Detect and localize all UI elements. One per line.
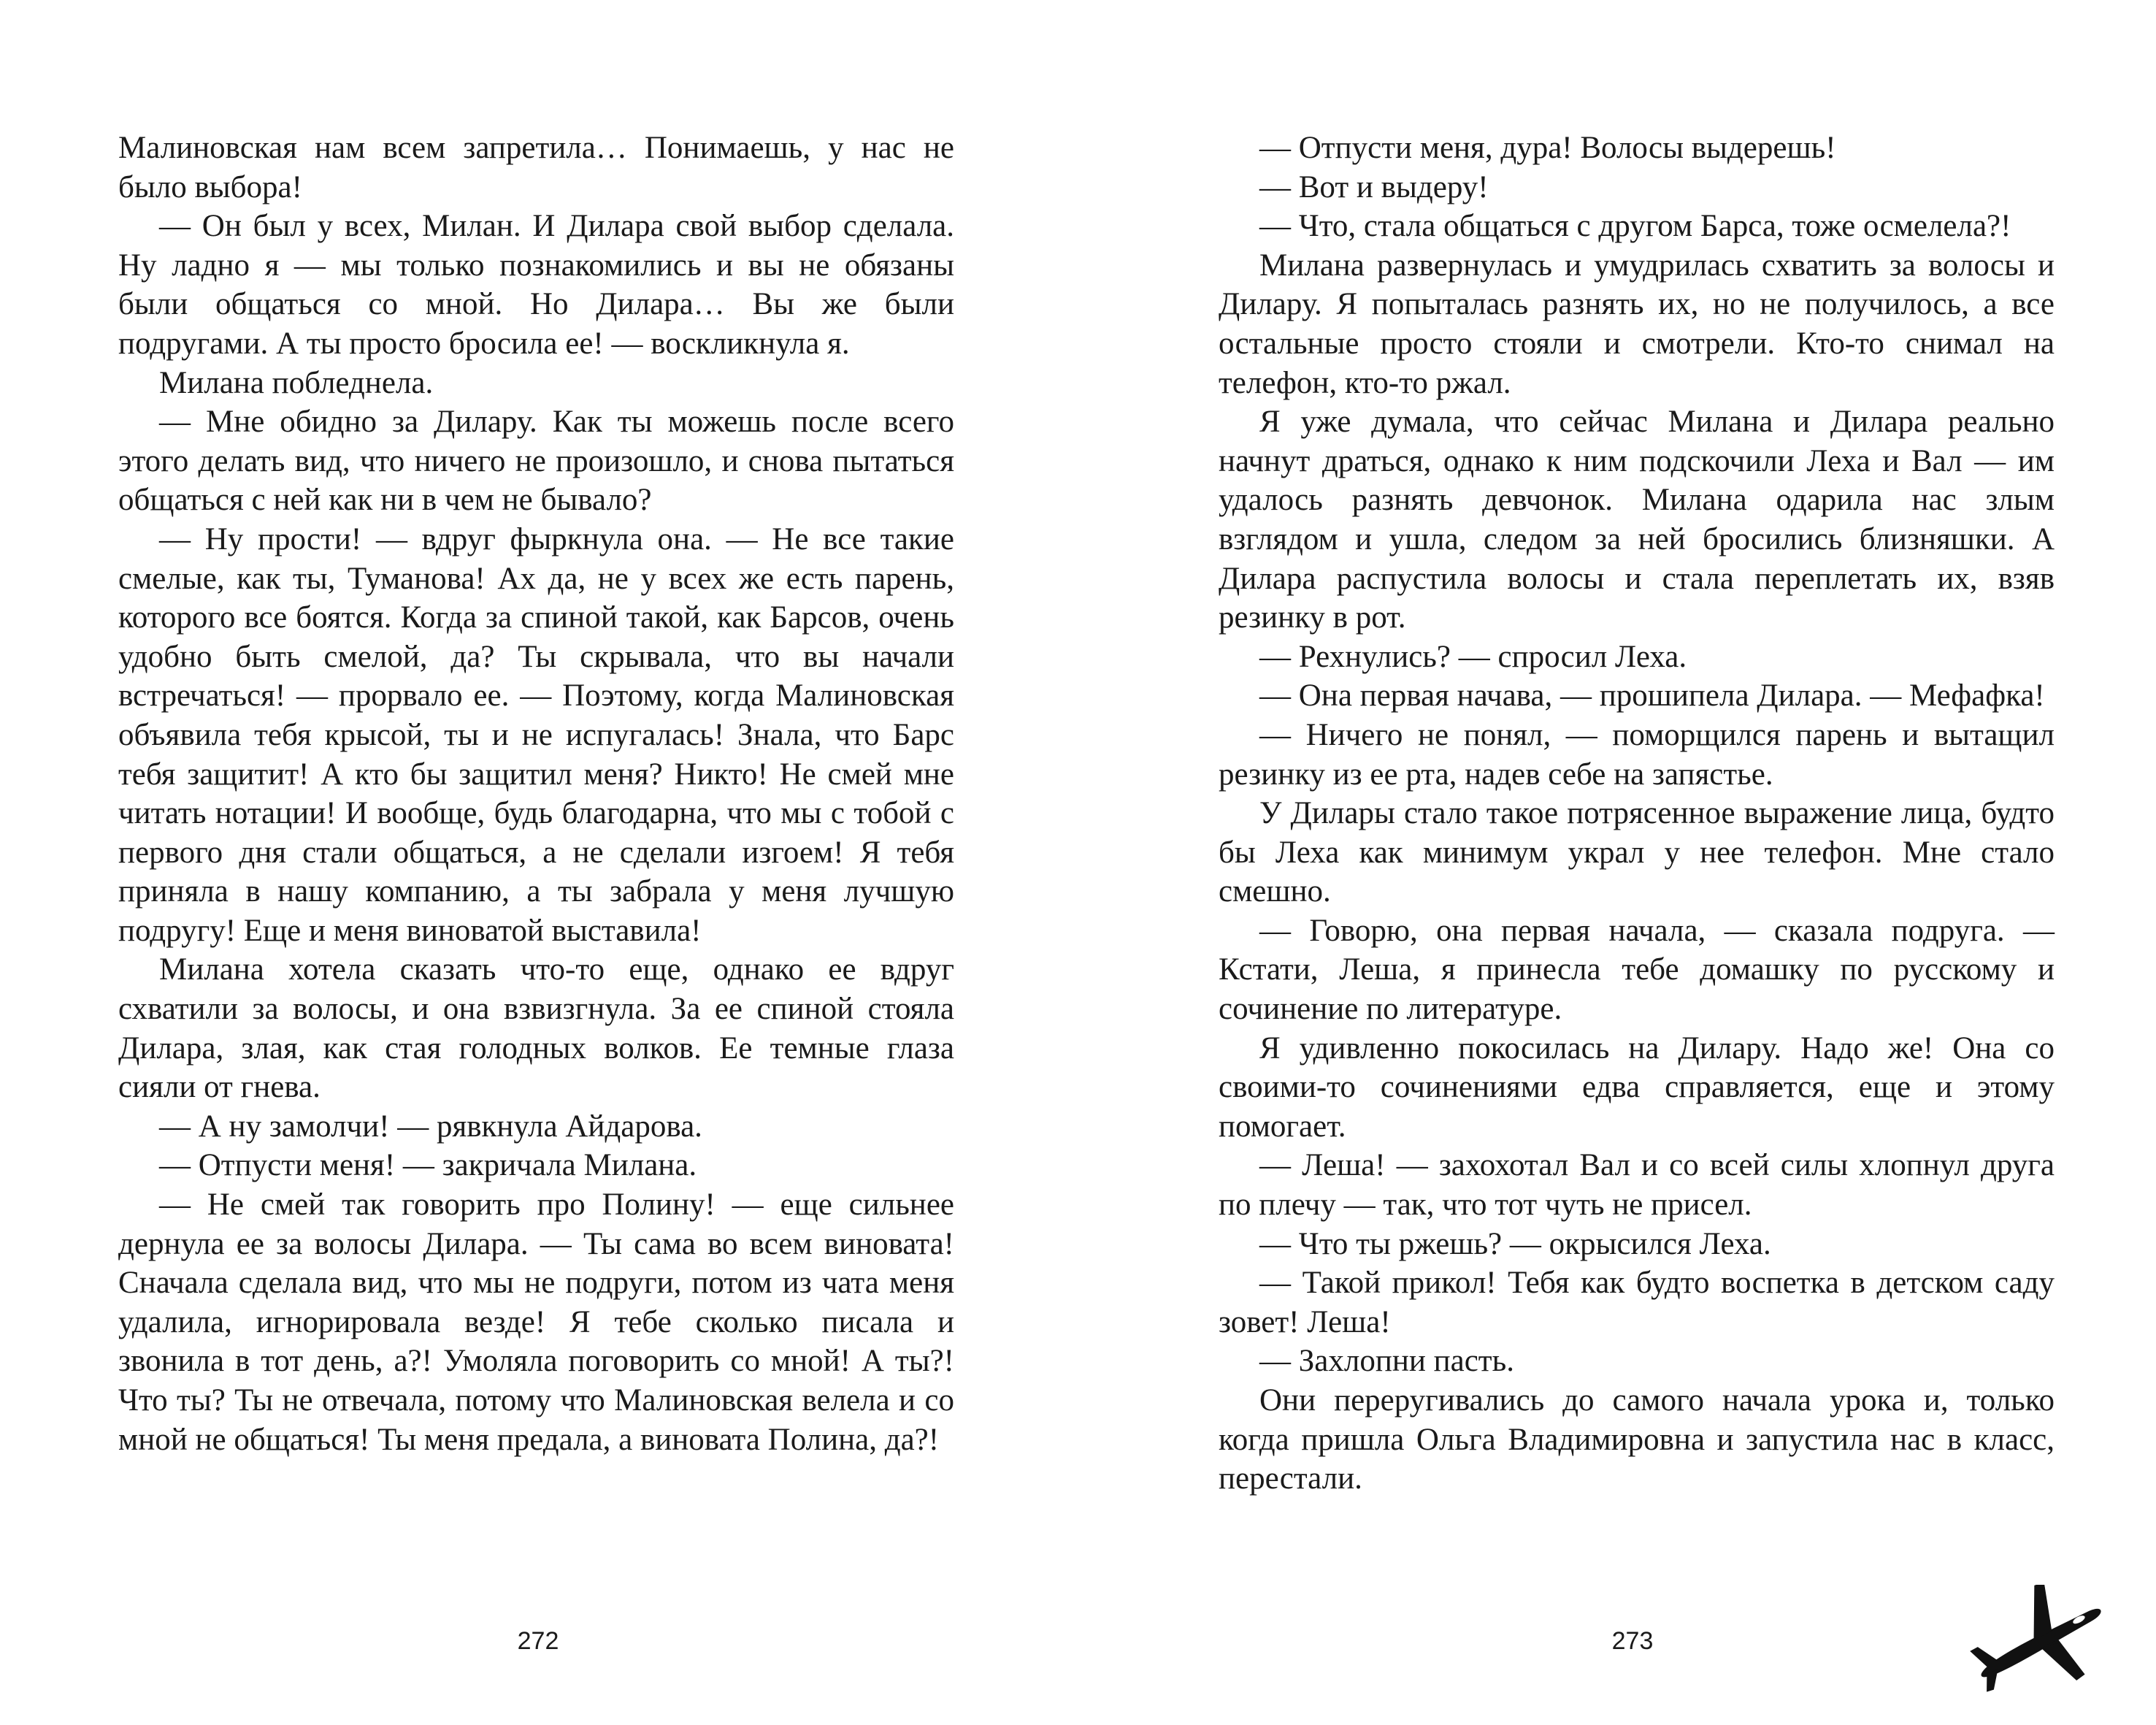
paragraph: — Отпусти меня, дура! Волосы выдерешь! xyxy=(1259,131,1836,165)
page-number-right: 273 xyxy=(1611,1627,1654,1655)
right-page xyxy=(1078,0,2156,1725)
paragraph: — Отпусти меня! — закричала Милана. xyxy=(159,1148,697,1183)
airplane-icon xyxy=(1967,1585,2113,1694)
paragraph: — Она первая начава, — прошипела Дилара. — Мефафка! xyxy=(1259,678,2045,714)
paragraph: Я удивленно покосилась на Дилару. Надо же! Она со своими-то сочинениями едва справляется, еще и этому помогает. xyxy=(1219,1030,2055,1144)
paragraph: — Ну прости! — вдруг фыркнула она. — Не все такие смелые, как ты, Туманова! Ах да, не у всех же есть парень, которого все боятся. Когда за спиной такой, как Барсов, очень удобно быть смелой, да? Ты скрывала, что вы начали встречаться! — прорвало ее. — Поэтому, когда Малиновская объявила тебя крысой, ты и не испугалась! Знала, что Барс тебя защитит! А кто бы защитил меня? Никто! Не смей мне читать нотации! И вообще, будь благодарна, что мы с тобой с первого дня стали общаться, а не сделали изгоем! Я тебя приняла в нашу компанию, а ты забрала у меня лучшую подругу! Еще и меня виноватой выставила! xyxy=(118,521,954,948)
paragraph: Милана развернулась и умудрилась схватить за волосы и Дилару. Я попыталась разнять их, но не получилось, а все остальные просто стояли и смотрели. Кто-то снимал на телефон, кто-то ржал. xyxy=(1219,248,2055,400)
paragraph: Они переругивались до самого начала урока и, только когда пришла Ольга Владимировна и запустила нас в класс, перестали. xyxy=(1219,1383,2055,1496)
paragraph: — Захлопни пасть. xyxy=(1259,1344,1514,1379)
paragraph: У Дилары стало такое потрясенное выражение лица, будто бы Леха как минимум украл у нее телефон. Мне стало смешно. xyxy=(1219,796,2055,909)
paragraph: — Что ты ржешь? — окрысился Леха. xyxy=(1259,1226,1771,1261)
paragraph: — Такой прикол! Тебя как будто воспетка в детском саду зовет! Леша! xyxy=(1219,1266,2055,1339)
paragraph: Малиновская нам всем запретила… Понимаешь, у нас не было выбора! xyxy=(118,131,954,204)
paragraph: — Ничего не понял, — поморщился парень и вытащил резинку из ее рта, надев себе на запястье. xyxy=(1219,717,2055,792)
paragraph: — Вот и выдеру! xyxy=(1259,169,1489,204)
right-text-column xyxy=(1219,129,2055,1499)
paragraph: — Рехнулись? — спросил Леха. xyxy=(1259,639,1687,674)
page-number-left: 272 xyxy=(517,1627,559,1655)
paragraph: — Что, стала общаться с другом Барса, тоже осмелела?! xyxy=(1259,209,2011,244)
paragraph: — А ну замолчи! — рявкнула Айдарова. xyxy=(159,1109,702,1144)
paragraph: Милана хотела сказать что-то еще, однако ее вдруг схватили за волосы, и она взвизгнула. За ее спиной стояла Дилара, злая, как стая голодных волков. Ее темные глаза сияли от гнева. xyxy=(118,952,954,1105)
paragraph: — Леша! — захохотал Вал и со всей силы хлопнул друга по плечу — так, что тот чуть не присел. xyxy=(1219,1148,2055,1223)
paragraph: Милана побледнела. xyxy=(159,365,434,400)
paragraph: — Он был у всех, Милан. И Дилара свой выбор сделала. Ну ладно я — мы только познакомились и вы не обязаны были общаться со мной. Но Дилара… Вы же были подругами. А ты просто бросила ее! — воскликнула я. xyxy=(118,209,954,361)
paragraph: — Не смей так говорить про Полину! — еще сильнее дернула ее за волосы Дилара. — Ты сама во всем виновата! Сначала сделала вид, что мы не подруги, потом из чата меня удалила, игнорировала везде! Я тебе сколько писала и звонила в тот день, а?! Умоляла поговорить со мной! А ты?! Что ты? Ты не отвечала, потому что Малиновская велела и со мной не общаться! Ты меня предала, а виновата Полина, да?! xyxy=(118,1187,954,1457)
left-text-column xyxy=(118,129,954,1459)
paragraph: Я уже думала, что сейчас Милана и Дилара реально начнут драться, однако к ним подскочили Леха и Вал — им удалось разнять девчонок. Милана одарила нас злым взглядом и ушла, следом за ней бросились близняшки. А Дилара распустила волосы и стала переплетать их, взяв резинку в рот. xyxy=(1219,405,2055,635)
paragraph: — Мне обидно за Дилару. Как ты можешь после всего этого делать вид, что ничего не произошло, и снова пытаться общаться с ней как ни в чем не бывало? xyxy=(118,405,954,518)
paragraph: — Говорю, она первая начала, — сказала подруга. — Кстати, Леша, я принесла тебе домашку по русскому и сочинение по литературе. xyxy=(1219,913,2055,1027)
